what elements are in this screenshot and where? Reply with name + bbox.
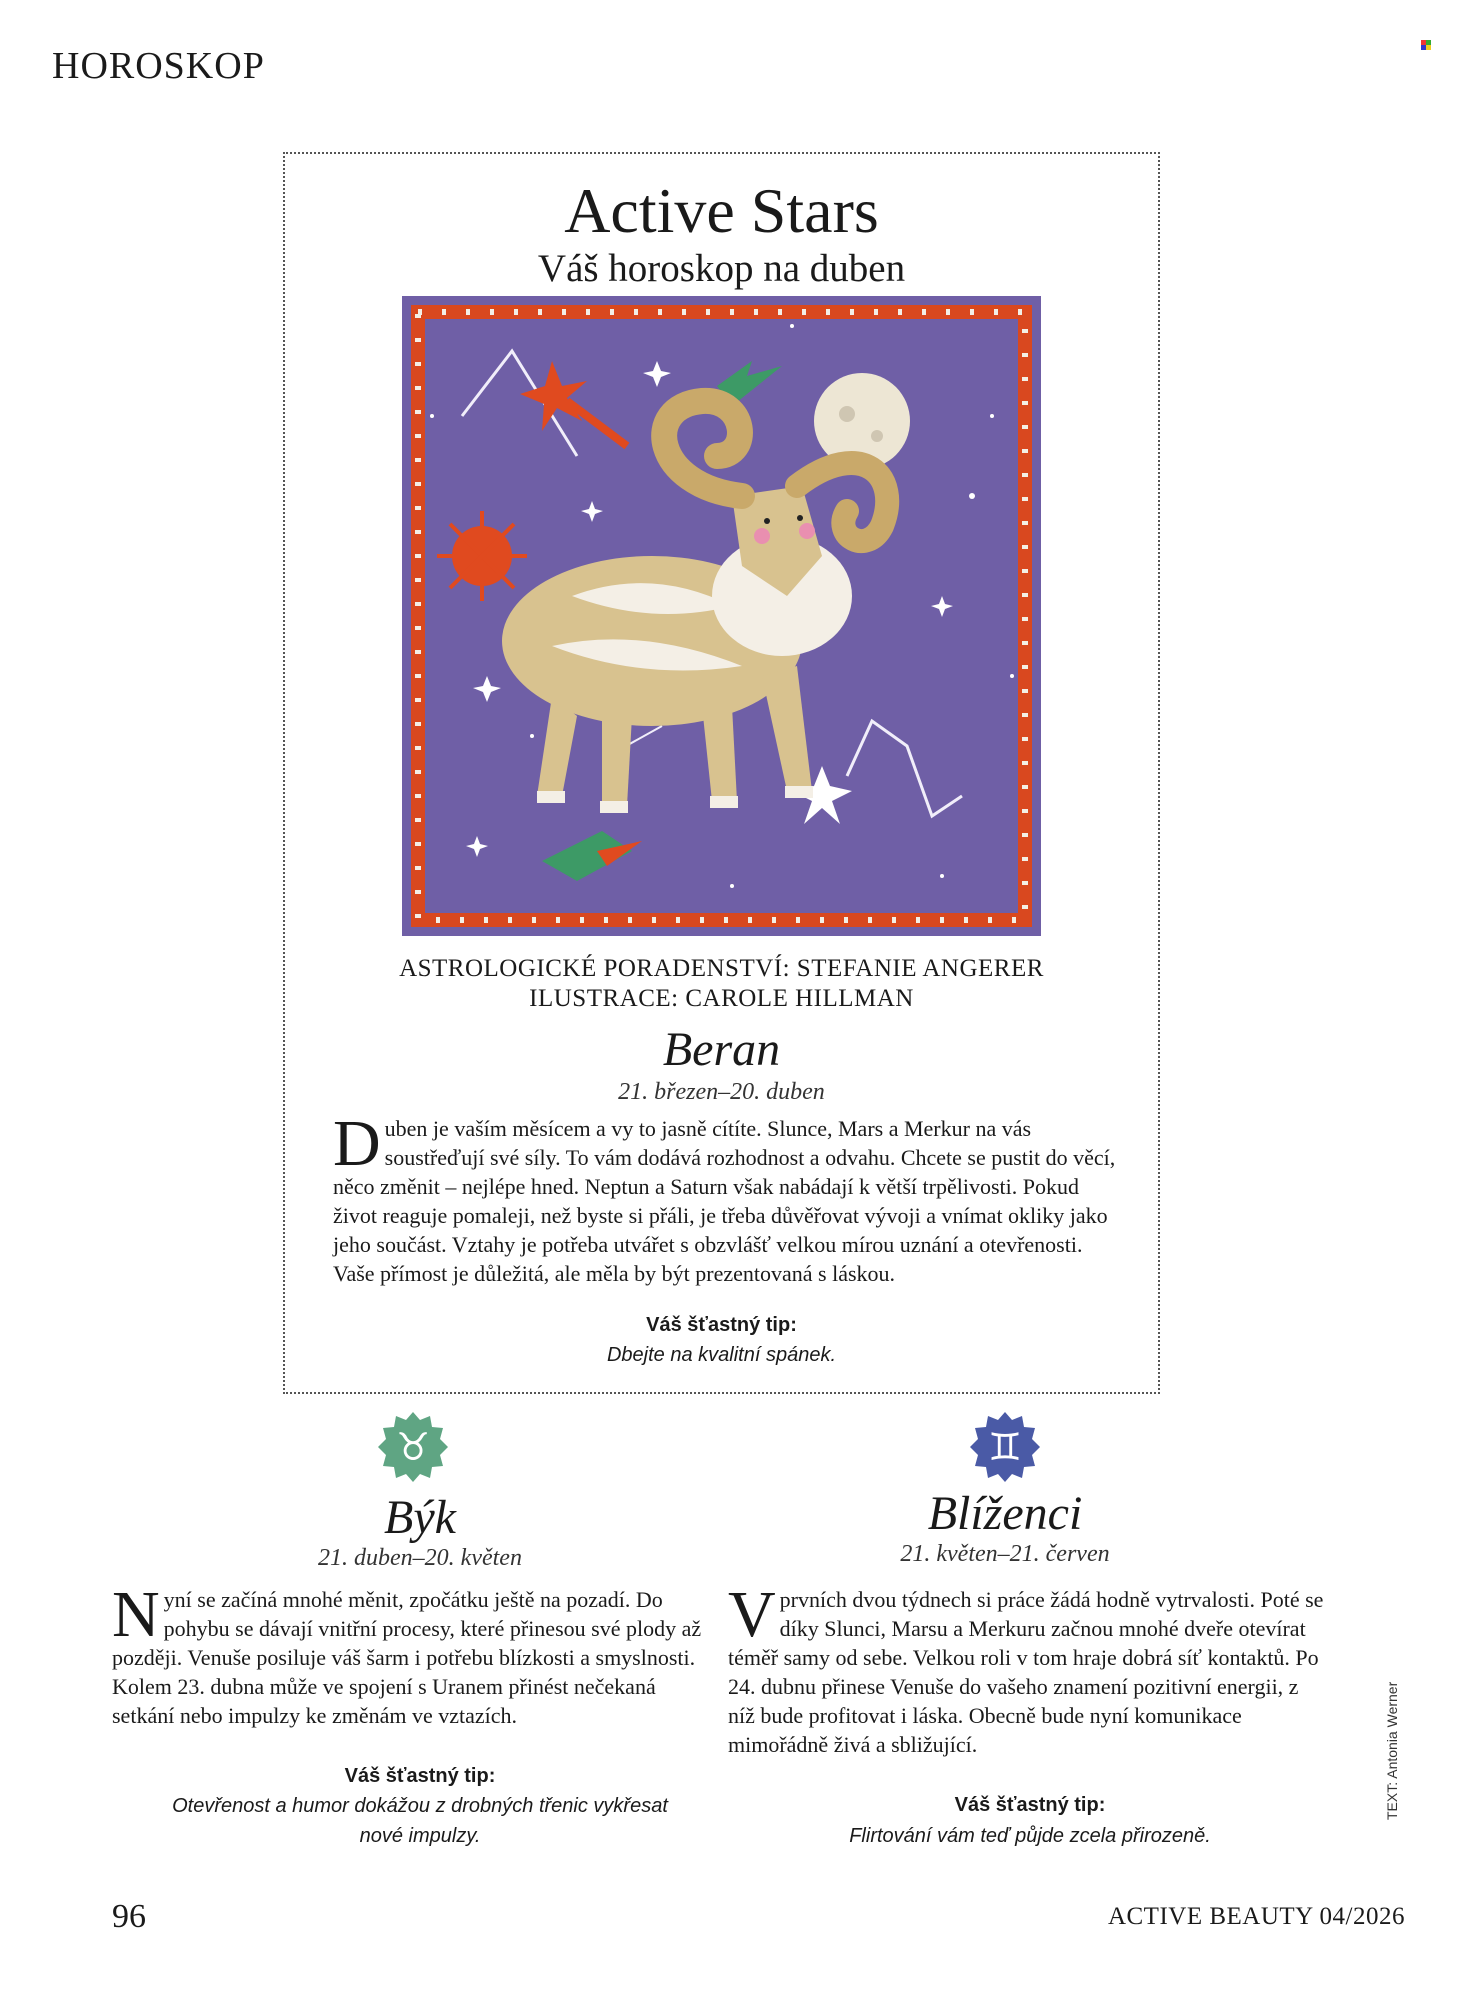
section-label: HOROSKOP xyxy=(52,45,265,87)
horoscope-text-byk xyxy=(112,1578,704,1730)
magazine-issue: ACTIVE BEAUTY 04/2026 xyxy=(1107,1903,1405,1930)
sign-name-byk: Býk xyxy=(384,1491,456,1544)
lucky-tip-label-beran: Váš šťastný tip: xyxy=(646,1314,797,1336)
horoscope-text-beran xyxy=(333,1107,1121,1288)
credits xyxy=(285,954,1158,1014)
sign-name-beran: Beran xyxy=(662,1023,781,1076)
dropcap-blizenci: V xyxy=(728,1578,776,1651)
main-title: Active Stars xyxy=(564,175,879,246)
gemini-badge-icon xyxy=(970,1412,1040,1482)
horoscope-body-blizenci: prvních dvou týdnech si práce žádá hodně vytrvalosti. Poté se díky Slunci, Marsu a Merkuru začnou mnohé dveře otevírat téměř samy od sebe. Velkou roli v tom hraje dobrá síť kontaktů. Po 24. dubnu přinese Venuše do vašeho znamení pozitivní energii, z níž bude profitovat i láska. Obecně bude nyní komunikace mimořádně živá a sbližující. xyxy=(728,1587,1324,1757)
lucky-tip-label-blizenci: Váš šťastný tip: xyxy=(954,1794,1106,1816)
lucky-tip-blizenci: Flirtování vám teď půjde zcela přirozeně. xyxy=(849,1825,1211,1847)
dropcap-byk: N xyxy=(112,1578,160,1651)
taurus-badge-icon xyxy=(378,1412,448,1482)
lucky-tip-beran: Dbejte na kvalitní spánek. xyxy=(606,1344,837,1366)
main-horoscope-box xyxy=(283,152,1160,1394)
dropcap-beran: D xyxy=(333,1107,381,1180)
lucky-tip-byk: Otevřenost a humor dokážou z drobných třenic vykřesat nové impulzy. xyxy=(172,1795,668,1847)
taurus-symbol: ♉ xyxy=(395,1425,431,1469)
horoscope-text-blizenci xyxy=(728,1578,1330,1759)
ram-illustration xyxy=(402,296,1041,936)
horoscope-body-beran: uben je vaším měsícem a vy to jasně cítíte. Slunce, Mars a Merkur na vás soustřeďují své síly. To vám dodává rozhodnost a odvahu. Chcete se pustit do věcí, něco změnit – nejlépe hned. Neptun a Saturn však nabádají k větší trpělivosti. Pokud život reaguje pomaleji, než byste si přáli, je třeba důvěřovat vývoji a vnímat okliky jako jeho součást. Vztahy je potřeba utvářet s obzvlášť velkou mírou uznání a otevřenosti. Vaše přímost je důležitá, ale měla by být prezentovaná s láskou. xyxy=(333,1116,1116,1286)
sign-dates-blizenci: 21. květen–21. červen xyxy=(900,1541,1110,1567)
sign-dates-beran: 21. březen–20. duben xyxy=(618,1079,825,1105)
horoscope-body-byk: yní se začíná mnohé měnit, zpočátku ještě na pozadí. Do pohybu se dávají vnitřní procesy, které přinesou své plody až později. Venuše posiluje váš šarm i potřebu blízkosti a smyslnosti. Kolem 23. dubna může ve spojení s Uranem přinést nečekaná setkání nebo impulzy ke změnám ve vztazích. xyxy=(112,1587,702,1728)
color-registration-mark xyxy=(1421,40,1431,50)
gemini-symbol: ♊ xyxy=(987,1425,1023,1469)
text-credit: TEXT: Antonia Werner xyxy=(1384,1681,1400,1820)
illustration-credit: ILUSTRACE: CAROLE HILLMAN xyxy=(529,985,914,1012)
page-number: 96 xyxy=(112,1898,146,1935)
sign-name-blizenci: Blíženci xyxy=(927,1487,1083,1540)
sign-dates-byk: 21. duben–20. květen xyxy=(318,1545,522,1571)
main-subtitle: Váš horoskop na duben xyxy=(537,247,906,290)
lucky-tip-label-byk: Váš šťastný tip: xyxy=(344,1765,496,1787)
astrology-credit: ASTROLOGICKÉ PORADENSTVÍ: STEFANIE ANGERER xyxy=(399,955,1044,982)
